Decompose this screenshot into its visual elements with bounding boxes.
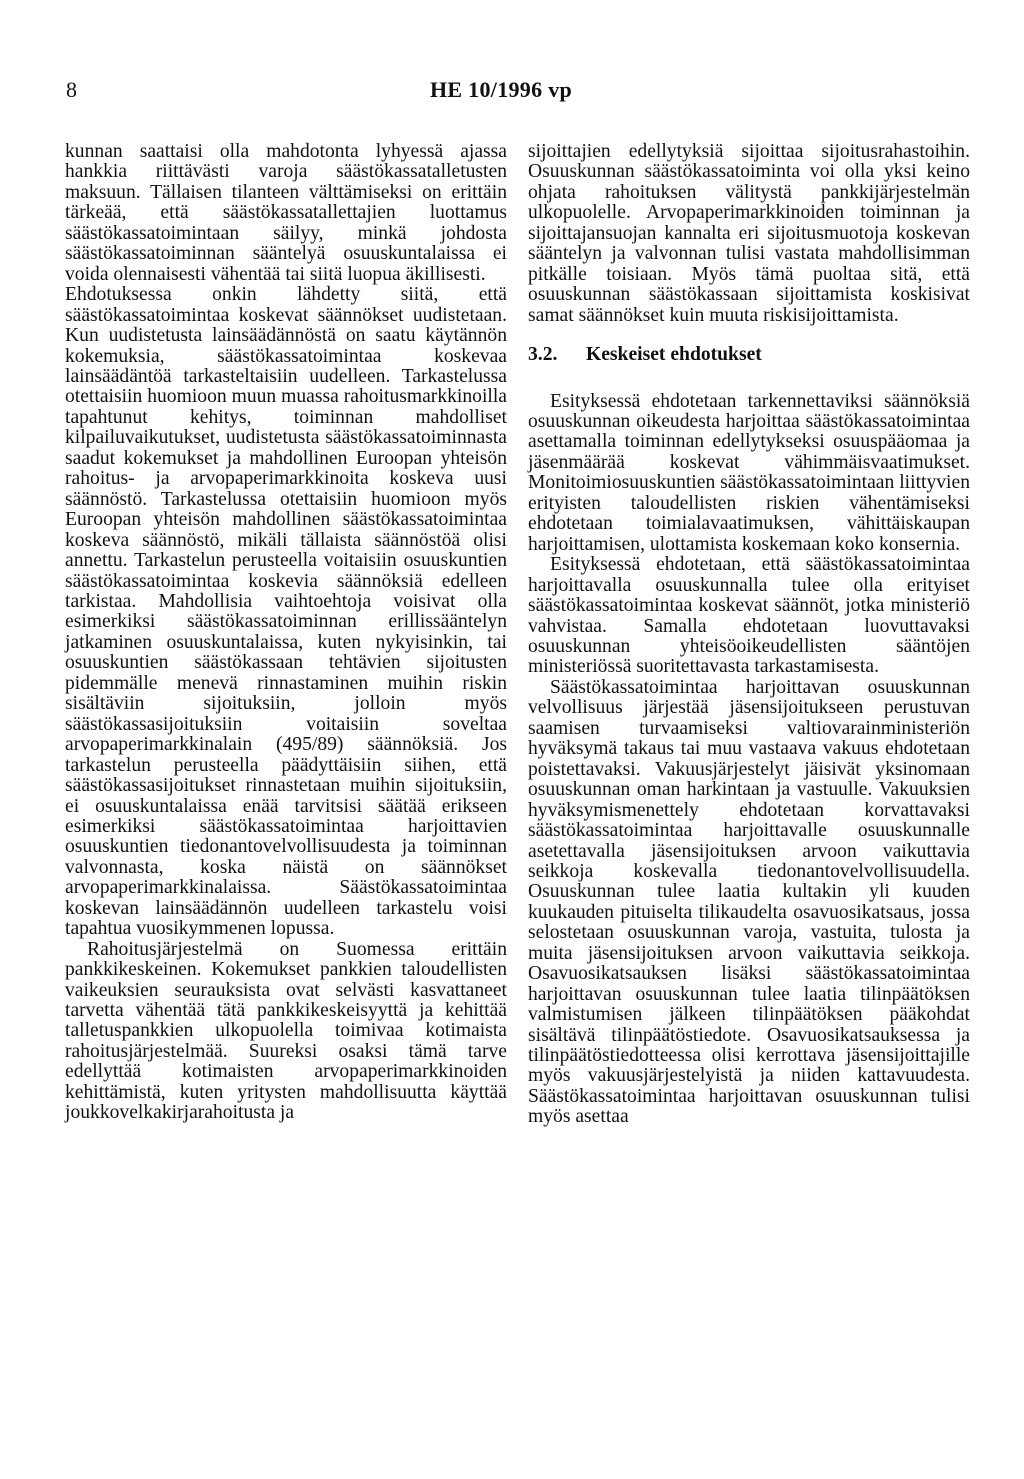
section-title: Keskeiset ehdotukset <box>586 344 762 366</box>
section-heading <box>528 345 970 365</box>
right-paragraph-3: Esityksessä ehdotetaan, että säästökassatoimintaa harjoittavalla osuuskunnalla tulee olla erityiset säästökassatoimintaa koskevat säännöt, jotka ministeriö vahvistaa. Samalla ehdotetaan luovuttavaksi osuuskunnan yhteisöoikeudellisten sääntöjen ministeriössä suoritettavasta tarkastamisesta. <box>528 554 970 678</box>
right-paragraph-1: sijoittajien edellytyksiä sijoittaa sijoitusrahastoihin. Osuuskunnan säästökassatoiminta voi olla yksi keino ohjata rahoituksen välitystä pankkijärjestelmän ulkopuolelle. Arvopaperimarkkinoiden toiminnan ja sijoittajansuojan kannalta eri sijoitusmuotoja koskevan sääntelyn ja valvonnan tulisi vastata mahdollisimman pitkälle toisiaan. Myös tämä puoltaa sitä, että osuuskunnan säästökassaan sijoittamista koskisivat samat säännökset kuin muuta riskisijoittamista. <box>528 141 970 326</box>
right-paragraph-4: Säästökassatoimintaa harjoittavan osuuskunnan velvollisuus järjestää jäsensijoitukseen perustuvan saamisen turvaamiseksi valtiovarainministeriön hyväksymä takaus tai muu vastaava vakuus ehdotetaan poistettavaksi. Vakuusjärjestelyt jäisivät yksinomaan osuuskunnan oman harkintaan ja vastuulle. Vakuuksien hyväksymismenettely ehdotetaan korvattavaksi säästökassatoimintaa harjoittavalle osuuskunnalle asetettavalla jäsensijoituksen arvoon vaikuttavia seikkoja koskevalla tiedonantovelvollisuudella. Osuuskunnan tulee laatia kultakin yli kuuden kuukauden pituiselta tilikaudelta osavuosikatsaus, jossa selostetaan osuuskunnan varoja, vastuita, tulosta ja muita jäsensijoituksen arvoon vaikuttavia seikkoja. Osavuosikatsauksen lisäksi säästökassatoimintaa harjoittavan osuuskunnan tulee laatia tilinpäätöksen valmistumisen jälkeen tilinpäätöksen pääkohdat sisältävä tilinpäätöstiedote. Osavuosikatsauksessa ja tilinpäätöstiedotteessa olisi kerrottava jäsensijoittajille myös vakuusjärjestelyistä ja niiden kattavuudesta. Säästökassatoimintaa harjoittavan osuuskunnan tulisi myös asettaa <box>528 676 970 1128</box>
section-number: 3.2. <box>528 344 558 366</box>
left-paragraph-1: kunnan saattaisi olla mahdotonta lyhyessä ajassa hankkia riittävästi varoja säästökassatalletusten maksuun. Tällaisen tilanteen välttämiseksi on erittäin tärkeää, että säästökassatallettajien luottamus säästökassatoimintaan säilyy, minkä johdosta säästökassatoiminnan sääntelyä osuuskuntalaissa ei voida olennaisesti vähentää tai siitä luopua äkillisesti. <box>65 141 507 285</box>
left-paragraph-3: Rahoitusjärjestelmä on Suomessa erittäin pankkikeskeinen. Kokemukset pankkien taloudellisten vaikeuksien seurauksista ovat selvästi kasvattaneet tarvetta vähentää tätä pankkikeskeisyyttä ja kehittää talletuspankkien ulkopuolella toimivaa kotimaista rahoitusjärjestelmää. Suureksi osaksi tämä tarve edellyttää kotimaisten arvopaperimarkkinoiden kehittämistä, kuten yritysten mahdollisuutta käyttää joukkovelkakirjarahoitusta ja <box>65 938 507 1124</box>
running-head: HE 10/1996 vp <box>430 77 573 102</box>
left-paragraph-2: Ehdotuksessa onkin lähdetty siitä, että säästökassatoimintaa koskevat säännökset uudistetaan. Kun uudistetusta lainsäädännöstä on saatu käytännön kokemuksia, säästökassatoimintaa koskevaa lainsäädäntöä tarkasteltaisiin uudelleen. Tarkastelussa otettaisiin huomioon muun muassa rahoitusmarkkinoilla tapahtunut kehitys, toiminnan mahdolliset kilpailuvaikutukset, uudistetusta säästökassatoiminnasta saadut kokemukset ja mahdollinen Euroopan yhteisön rahoitus- ja arvopaperimarkkinoita koskeva uusi säännöstö. Tarkastelussa otettaisiin huomioon myös Euroopan yhteisön mahdollinen säästökassatoimintaa koskeva säännöstö, mikäli tällaista säännöstöä olisi annettu. Tarkastelun perusteella voitaisiin osuuskuntien säästökassatoimintaa koskevia säännöksiä edelleen tarkistaa. Mahdollisia vaihtoehtoja voisivat olla esimerkiksi säästökassatoiminnan erillissääntelyn jatkaminen osuuskuntalaissa, kuten nykyisinkin, tai osuuskuntien säästökassaan tehtävien sijoitusten pidemmälle menevä rinnastaminen muihin riskin sisältäviin sijoituksiin, jolloin myös säästökassasijoituksiin voitaisiin soveltaa arvopaperimarkkinalain (495/89) säännöksiä. Jos tarkastelun perusteella päädyttäisiin siihen, että säästökassasijoitukset rinnastetaan muihin sijoituksiin, ei osuuskuntalaissa enää tarvitsisi säätää erikseen esimerkiksi säästökassatoimintaa harjoittavien osuuskuntien tiedonantovelvollisuudesta ja toiminnan valvonnasta, koska näistä on säännökset arvopaperimarkkinalaissa. Säästökassatoimintaa koskevan lainsäädännön uudelleen tarkastelu voisi tapahtua vuosikymmenen lopussa. <box>65 284 507 940</box>
left-column <box>65 142 507 1124</box>
right-column <box>528 142 970 1128</box>
right-paragraph-2: Esityksessä ehdotetaan tarkennettaviksi säännöksiä osuuskunnan oikeudesta harjoittaa säästökassatoimintaa asettamalla toiminnan edellytykseksi osuuspääomaa ja jäsenmäärää koskevat vähimmäisvaatimukset. Monitoimiosuuskuntien säästökassatoimintaan liittyvien erityisten taloudellisten riskien vähentämiseksi ehdotetaan toimialavaatimuksen, vähittäiskaupan harjoittamisen, ulottamista koskemaan koko konsernia. <box>528 390 970 555</box>
page-number: 8 <box>66 77 77 102</box>
